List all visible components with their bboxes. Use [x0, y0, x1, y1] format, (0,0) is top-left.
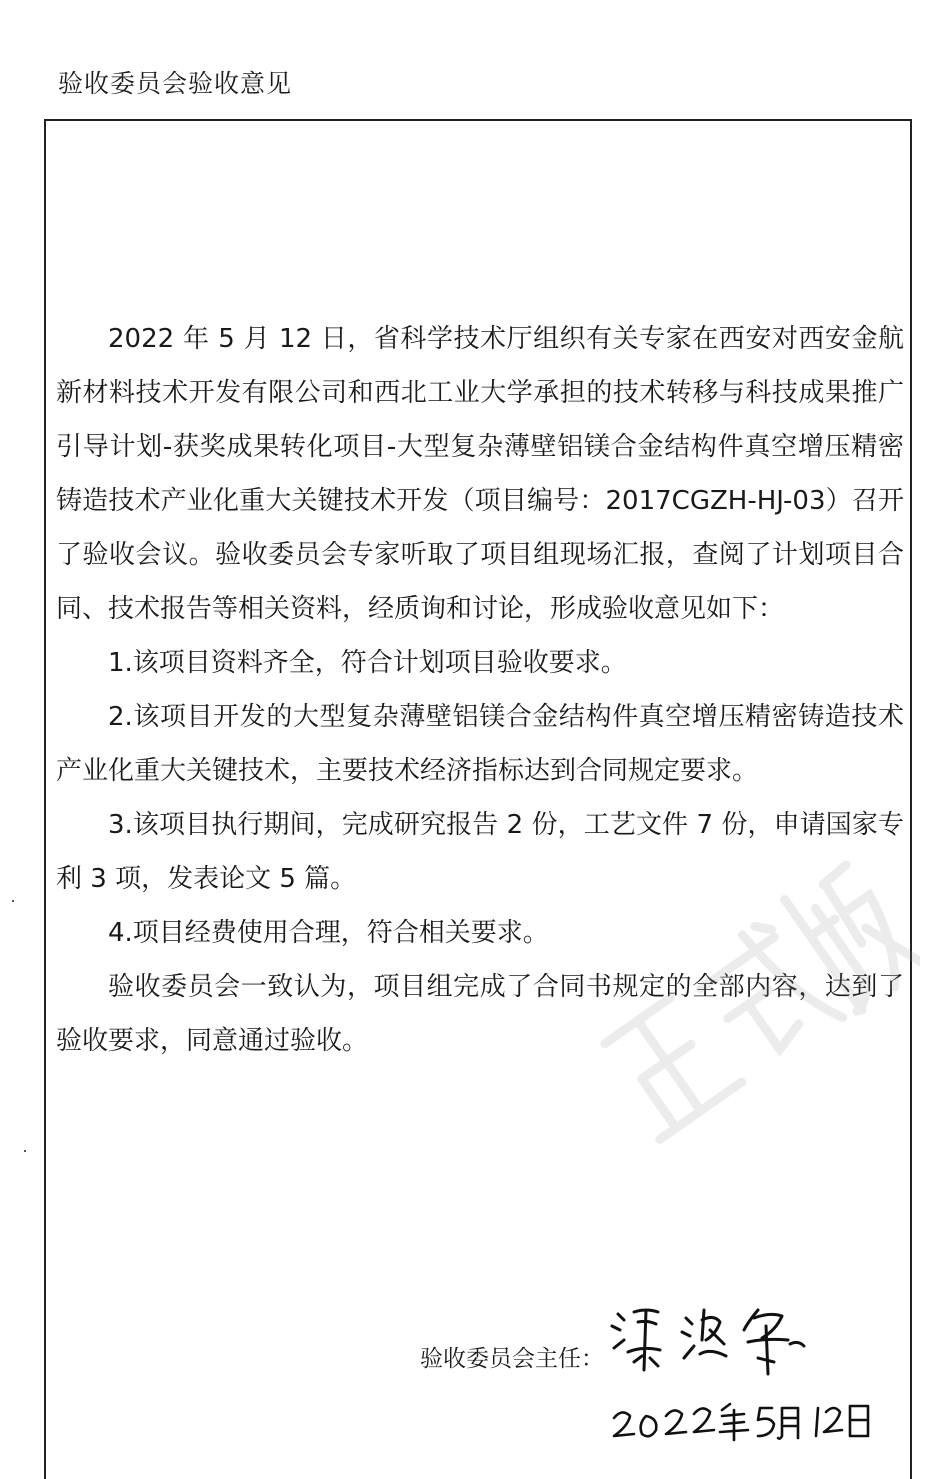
handwritten-signature	[598, 1300, 828, 1380]
scan-speck	[24, 1150, 26, 1152]
paragraph-item-3: 3.该项目执行期间，完成研究报告 2 份，工艺文件 7 份，申请国家专利 3 项，发表论文 5 篇。	[56, 810, 904, 894]
signature-block	[420, 1300, 900, 1450]
paragraph-item-2: 2.该项目开发的大型复杂薄壁铝镁合金结构件真空增压精密铸造技术产业化重大关键技术，主要技术经济指标达到合同规定要求。	[56, 702, 904, 786]
handwritten-date	[610, 1396, 890, 1446]
signature-label: 验收委员会主任：	[420, 1346, 604, 1372]
opinion-body	[56, 312, 904, 1068]
paragraph-conclusion: 验收委员会一致认为，项目组完成了合同书规定的全部内容，达到了验收要求，同意通过验收。	[56, 972, 904, 1056]
paragraph-intro: 2022 年 5 月 12 日，省科学技术厅组织有关专家在西安对西安金航新材料技术开发有限公司和西北工业大学承担的技术转移与科技成果推广引导计划-获奖成果转化项目-大型复杂薄壁铝镁合金结构件真空增压精密铸造技术产业化重大关键技术开发（项目编号：2017CGZH-HJ-03）召开了验收会议。验收委员会专家听取了项目组现场汇报，查阅了计划项目合同、技术报告等相关资料，经质询和讨论，形成验收意见如下：	[56, 324, 904, 624]
paragraph-item-1: 1.该项目资料齐全，符合计划项目验收要求。	[108, 648, 627, 678]
scan-speck	[12, 900, 14, 902]
paragraph-item-4: 4.项目经费使用合理，符合相关要求。	[108, 918, 549, 948]
page-title: 验收委员会验收意见	[58, 69, 293, 98]
